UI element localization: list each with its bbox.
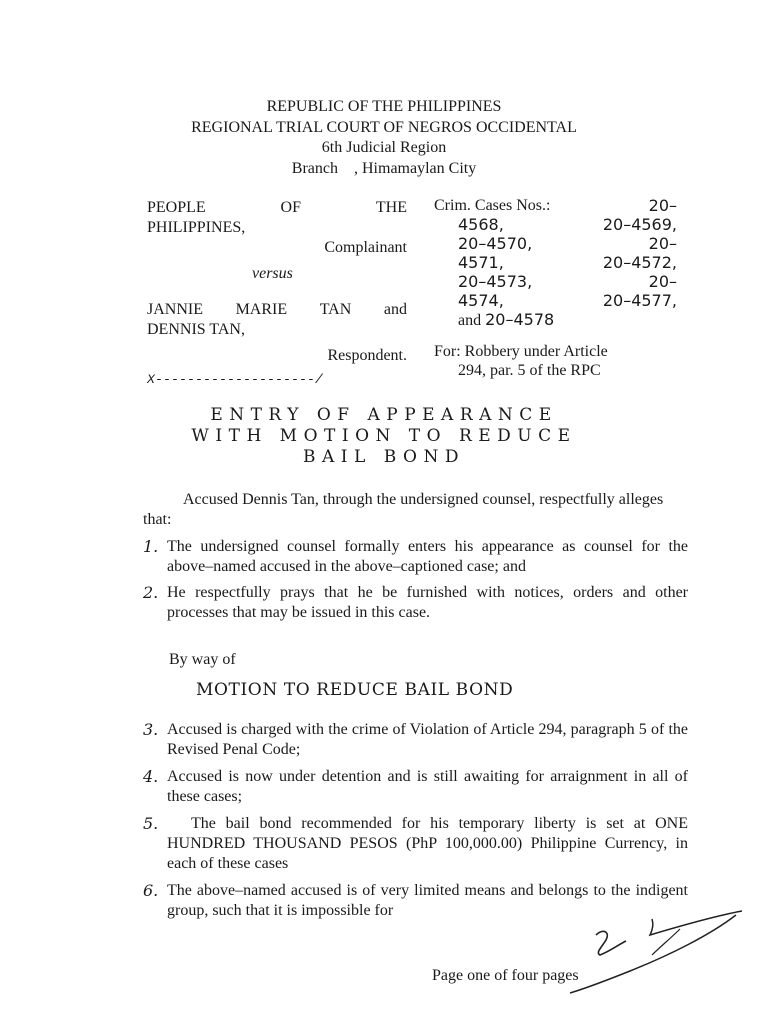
case-row-6	[434, 291, 677, 310]
court-header	[0, 97, 768, 179]
caption-word: THE	[375, 199, 407, 216]
item-number: 3.	[143, 720, 159, 739]
header-line-branch: Branch , Himamaylan City	[291, 159, 477, 177]
item-number: 1.	[143, 537, 159, 556]
case-number: 20–4572,	[602, 253, 677, 272]
case-row-4	[434, 253, 677, 272]
caption-x-line: X--------------------/	[147, 372, 324, 387]
case-number: 20–	[648, 234, 677, 253]
caption-versus: versus	[252, 265, 293, 282]
case-number: 4568,	[458, 215, 504, 234]
caption-people-row	[147, 198, 407, 218]
caption-respondent: Respondent.	[327, 347, 407, 364]
title-line: ENTRY OF APPEARANCE	[210, 405, 558, 425]
case-row-2	[434, 215, 677, 234]
caption-philippines: PHILIPPINES,	[147, 219, 246, 236]
caption-word: and	[383, 301, 407, 318]
motion-list	[143, 720, 688, 928]
caption-word: OF	[280, 199, 301, 216]
page-footer: Page one of four pages	[432, 967, 579, 984]
title-line: BAIL BOND	[303, 447, 465, 467]
case-number: 20–4577,	[602, 291, 677, 310]
case-caption-parties	[147, 198, 407, 390]
item-number: 4.	[143, 767, 159, 786]
document-title	[0, 405, 768, 468]
caption-accused-row	[147, 300, 407, 320]
motion-subtitle: MOTION TO REDUCE BAIL BOND	[196, 680, 514, 700]
list-item	[143, 583, 688, 623]
caption-word: TAN	[319, 301, 352, 318]
case-caption-numbers	[434, 196, 677, 380]
list-item	[143, 814, 688, 874]
list-item	[143, 767, 688, 807]
item-text: The bail bond recommended for his temporary liberty is set at ONE HUNDRED THOUSAND PESOS (PhP 100,000.00) Philippine Currency, in each of these cases	[167, 815, 688, 872]
title-line: WITH MOTION TO REDUCE	[191, 426, 577, 446]
item-text: Accused is now under detention and is still awaiting for arraignment in all of these cases;	[167, 768, 688, 805]
item-number: 5.	[143, 814, 159, 833]
header-line-republic: REPUBLIC OF THE PHILIPPINES	[266, 98, 502, 115]
item-text: Accused is charged with the crime of Violation of Article 294, paragraph 5 of the Revised Penal Code;	[167, 721, 688, 758]
intro-paragraph: Accused Dennis Tan, through the undersigned counsel, respectfully alleges that:	[143, 491, 664, 528]
case-row-3	[434, 234, 677, 253]
case-number: 4574,	[458, 291, 504, 310]
list-item	[143, 537, 688, 577]
by-way-of: By way of	[169, 651, 236, 668]
list-item	[143, 720, 688, 760]
case-number: 20–4570,	[458, 234, 533, 253]
case-number: 20–4578	[485, 310, 555, 329]
item-text: The above–named accused is of very limited means and belongs to the indigent group, such that it is impossible for	[167, 882, 688, 919]
caption-word: PEOPLE	[147, 199, 206, 216]
appearance-list	[143, 537, 688, 629]
case-label: and	[458, 312, 482, 329]
item-number: 6.	[143, 881, 159, 900]
item-number: 2.	[143, 583, 159, 602]
signature-scribble	[560, 905, 750, 995]
case-number: 20–	[648, 272, 677, 291]
case-row-5	[434, 272, 677, 291]
case-number: 20–4573,	[458, 272, 533, 291]
item-text: He respectfully prays that he be furnished with notices, orders and other processes that may be issued in this case.	[167, 584, 688, 621]
caption-dennis: DENNIS TAN,	[147, 321, 245, 338]
case-number: 20–4569,	[602, 215, 677, 234]
caption-complainant: Complainant	[324, 239, 407, 256]
case-number: 20–	[648, 196, 677, 215]
case-for-line-2: 294, par. 5 of the RPC	[458, 362, 601, 379]
case-row-7	[434, 310, 677, 330]
case-number: 4571,	[458, 253, 504, 272]
caption-word: MARIE	[235, 301, 288, 318]
case-for-line: For: Robbery under Article	[434, 343, 608, 360]
header-line-court: REGIONAL TRIAL COURT OF NEGROS OCCIDENTAL	[191, 118, 577, 136]
header-line-region: 6th Judicial Region	[321, 139, 447, 156]
item-text: The undersigned counsel formally enters his appearance as counsel for the above–named accused in the above–captioned case; and	[167, 538, 688, 575]
caption-gap	[147, 284, 407, 300]
case-row-1	[434, 196, 677, 215]
caption-word: JANNIE	[147, 301, 203, 318]
case-label: Crim. Cases Nos.:	[434, 197, 551, 214]
